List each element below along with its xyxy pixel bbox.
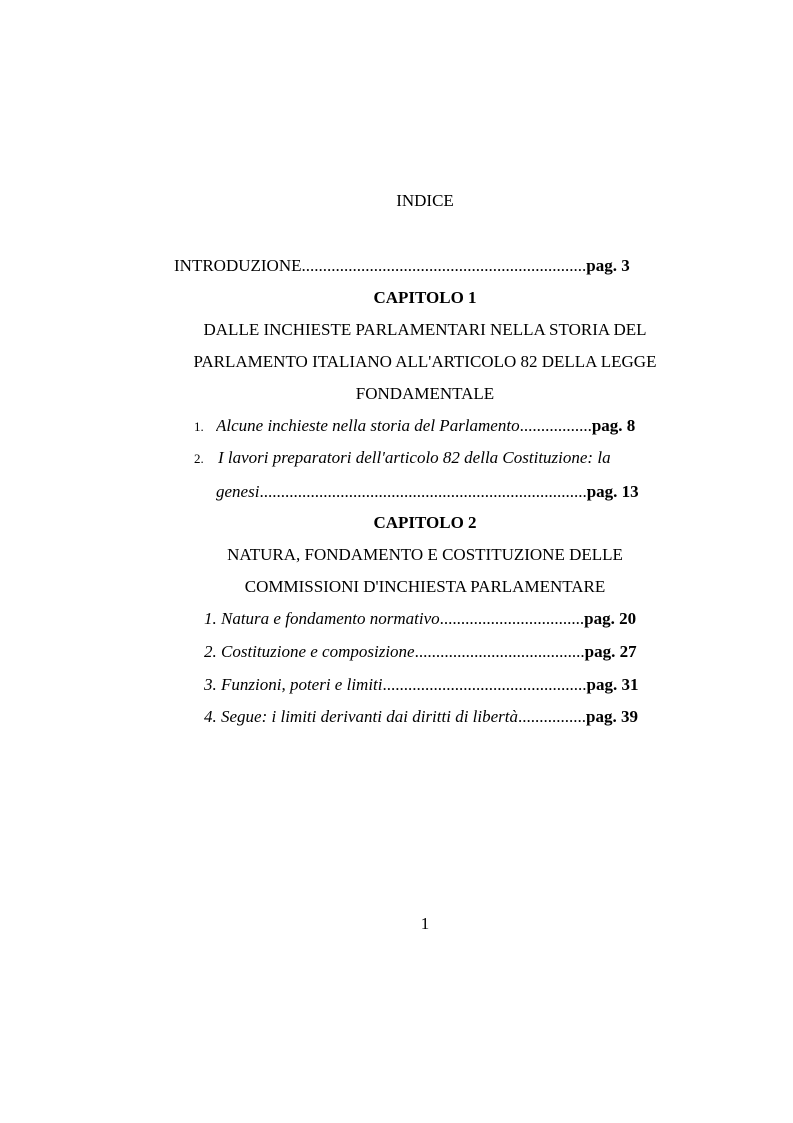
toc-leader-dots: ................. xyxy=(519,416,592,435)
toc-leader-dots: ................ xyxy=(518,707,587,726)
toc-page-ref: pag. 20 xyxy=(584,609,637,628)
toc-item-number: 2. xyxy=(194,451,204,466)
toc-page-ref: pag. 3 xyxy=(586,256,630,275)
page-number: 1 xyxy=(420,914,430,933)
toc-page-ref: pag. 13 xyxy=(586,482,639,501)
toc-leader-dots: ........................................ xyxy=(414,642,585,661)
toc-entry-ch2-3[interactable] xyxy=(204,675,680,695)
toc-leader-dots: ................................................ xyxy=(382,675,587,694)
chapter-2-title-line-2: COMMISSIONI D'INCHIESTA PARLAMENTARE xyxy=(244,577,606,596)
toc-page-ref: pag. 8 xyxy=(591,416,636,435)
toc-entry-ch2-1[interactable] xyxy=(204,609,678,629)
chapter-2-title-line-1: NATURA, FONDAMENTO E COSTITUZIONE DELLE xyxy=(227,545,623,564)
toc-entry-ch1-2-line-1[interactable] xyxy=(218,448,680,468)
toc-leader-dots: .................................. xyxy=(439,609,585,628)
chapter-2-label: CAPITOLO 2 xyxy=(373,513,477,532)
toc-entry-label: Alcune inchieste nella storia del Parlamento xyxy=(216,416,520,435)
toc-leader-dots: ............................................................................. xyxy=(259,482,587,501)
toc-entry-label: 1. Natura e fondamento normativo xyxy=(204,609,440,628)
toc-entry-intro[interactable] xyxy=(174,256,684,276)
toc-entry-ch2-2[interactable] xyxy=(204,642,680,662)
toc-item-number: 1. xyxy=(194,419,204,434)
toc-entry-label: INTRODUZIONE xyxy=(174,256,302,275)
chapter-1-title-line-2: PARLAMENTO ITALIANO ALL'ARTICOLO 82 DELLA LEGGE xyxy=(193,352,657,371)
chapter-1-title-line-3: FONDAMENTALE xyxy=(355,384,495,403)
toc-entry-label-continued: genesi xyxy=(216,482,260,501)
toc-entry-label: 2. Costituzione e composizione xyxy=(204,642,415,661)
toc-entry-label: 3. Funzioni, poteri e limiti xyxy=(204,675,383,694)
toc-entry-ch1-2-line-2[interactable] xyxy=(216,482,682,502)
toc-page-ref: pag. 31 xyxy=(586,675,639,694)
toc-entry-ch1-1[interactable] xyxy=(216,416,678,436)
toc-page-ref: pag. 27 xyxy=(584,642,637,661)
toc-entry-label: I lavori preparatori dell'articolo 82 della Costituzione: la xyxy=(218,448,611,467)
chapter-1-title-line-1: DALLE INCHIESTE PARLAMENTARI NELLA STORIA DEL xyxy=(203,320,647,339)
toc-leader-dots: ................................................................... xyxy=(301,256,587,275)
chapter-1-label: CAPITOLO 1 xyxy=(373,288,477,307)
toc-page-ref: pag. 39 xyxy=(586,707,638,726)
toc-entry-ch2-4[interactable] xyxy=(204,707,680,727)
index-title: INDICE xyxy=(396,191,454,210)
toc-entry-label: 4. Segue: i limiti derivanti dai diritti di libertà xyxy=(204,707,519,726)
